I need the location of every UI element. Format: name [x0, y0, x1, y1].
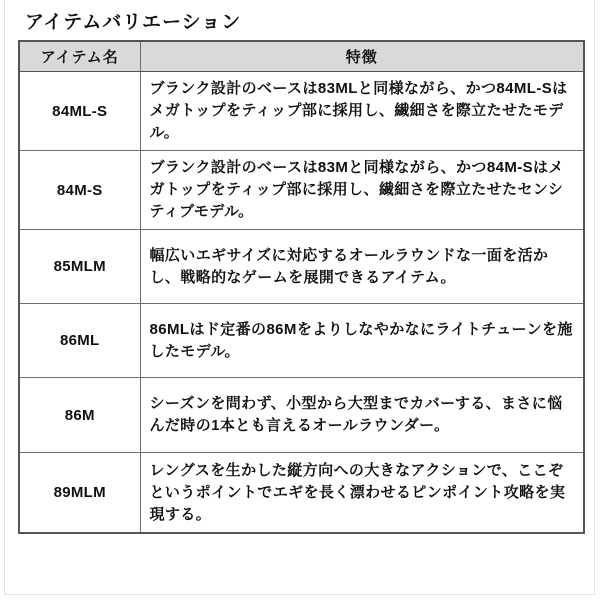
feature-cell: 幅広いエギサイズに対応するオールラウンドな一面を活かし、戦略的なゲームを展開できるアイテム。	[140, 230, 584, 304]
column-header-item-name: アイテム名	[19, 41, 140, 72]
item-name-cell: 84M-S	[19, 151, 140, 230]
item-variation-table	[18, 40, 585, 534]
item-name-cell: 86M	[19, 378, 140, 453]
table-header-row	[19, 41, 584, 72]
table-row	[19, 151, 584, 230]
table-row	[19, 72, 584, 151]
feature-cell: レングスを生かした縦方向への大きなアクションで、ここぞというポイントでエギを長く漂わせるピンポイント攻略を実現する。	[140, 453, 584, 534]
item-name-cell: 86ML	[19, 304, 140, 378]
feature-cell: ブランク設計のベースは83MLと同様ながら、かつ84ML-Sはメガトップをティップ部に採用し、繊細さを際立たせたモデル。	[140, 72, 584, 151]
page-title: アイテムバリエーション	[25, 12, 242, 33]
item-name-cell: 89MLM	[19, 453, 140, 534]
feature-cell: 86MLはド定番の86Mをよりしなやかなにライトチューンを施したモデル。	[140, 304, 584, 378]
item-name-cell: 85MLM	[19, 230, 140, 304]
table-row	[19, 453, 584, 534]
item-name-cell: 84ML-S	[19, 72, 140, 151]
feature-cell: ブランク設計のベースは83Mと同様ながら、かつ84M-Sはメガトップをティップ部に採用し、繊細さを際立たせたセンシティブモデル。	[140, 151, 584, 230]
table-row	[19, 304, 584, 378]
feature-cell: シーズンを問わず、小型から大型までカバーする、まさに悩んだ時の1本とも言えるオールラウンダー。	[140, 378, 584, 453]
column-header-feature: 特徴	[140, 41, 584, 72]
table-row	[19, 378, 584, 453]
table-row	[19, 230, 584, 304]
